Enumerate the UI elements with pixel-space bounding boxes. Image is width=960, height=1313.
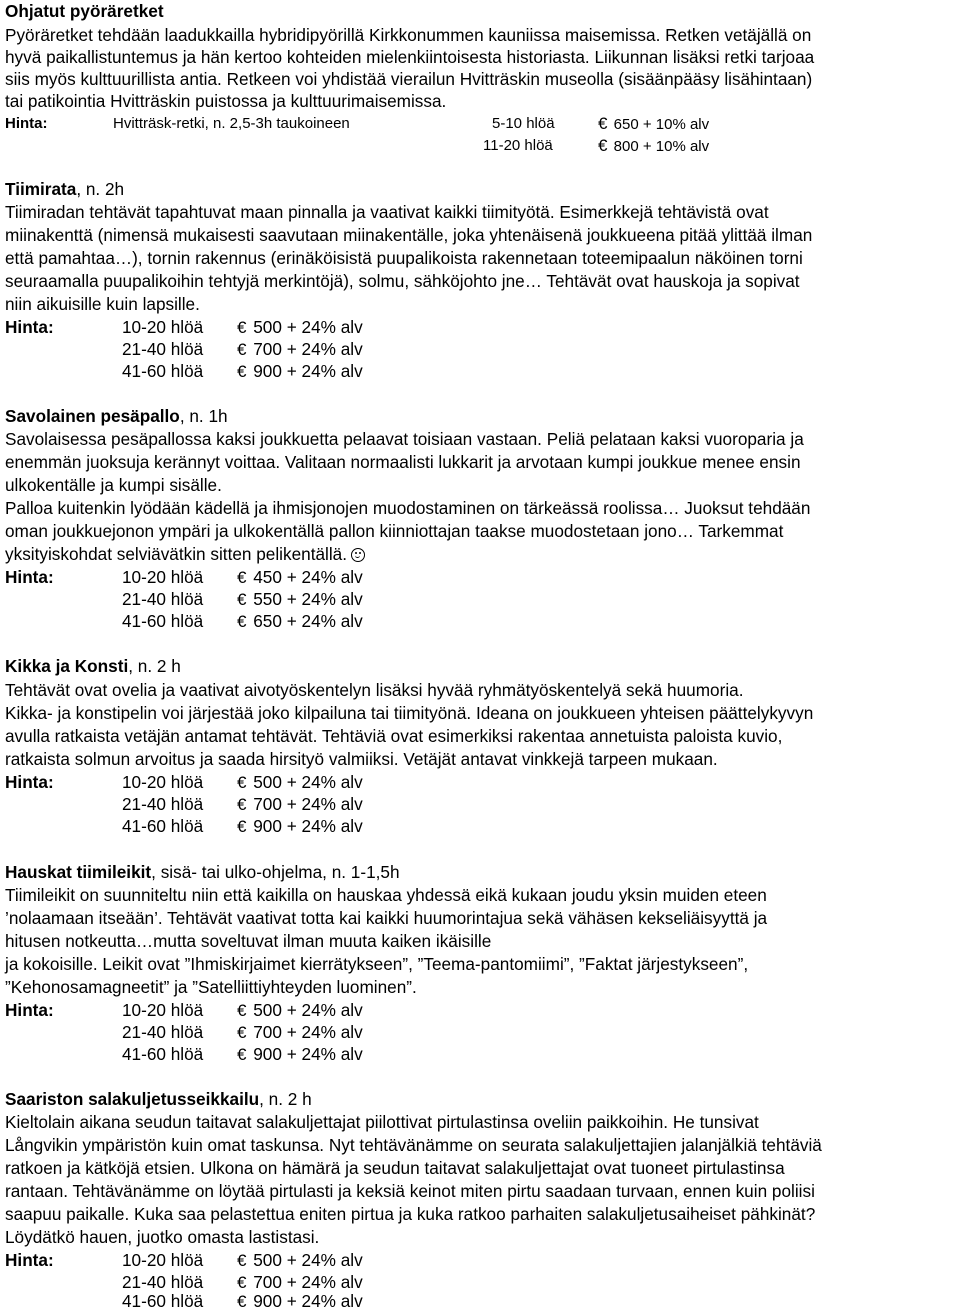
price-group: 21-40 hlöä [122, 589, 204, 609]
body-text: Kieltolain aikana seudun taitavat salakuljettajat piilottivat pirtulastinsa oveliin paikkoihin. He tunsivat [5, 1112, 759, 1132]
body-text: ja kokoisille. Leikit ovat ”Ihmiskirjaimet kierrätykseen”, ”Teema-pantomiimi”, ”Faktat järjestykseen”, [5, 954, 749, 974]
price-value-row: € 500 + 24% alv [237, 1250, 363, 1270]
body-text: niin aikuisille kuin lapsille. [5, 294, 200, 314]
body-text: ’nolaamaan itseään’. Tehtävät vaativat totta kai kaikki huumorintajua sekä vähäsen kekseliäisyyttä ja [5, 908, 768, 928]
price-group: 41-60 hlöä [122, 361, 204, 381]
price-value-row: € 900 + 24% alv [237, 816, 363, 836]
price-value-row [598, 113, 709, 135]
price-group: 41-60 hlöä [122, 816, 204, 836]
price-group: 41-60 hlöä [122, 611, 204, 631]
body-text: ratkoen ja kätköjä etsien. Ulkona on hämärä ja seudun taitavat salakuljettajat ovat tuoneet pirtulastinsa [5, 1158, 785, 1178]
price-group: 5-10 hlöä [492, 115, 555, 132]
body-text: Pyöräretket tehdään laadukkailla hybridipyörillä Kirkkonummen kauniissa maisemissa. Retken vetäjällä on [5, 25, 812, 45]
price-value-row [598, 135, 709, 157]
body-text: yksityiskohdat selviävätkin sitten pelikentällä. [5, 543, 365, 565]
body-text: Tiimileikit on suunniteltu niin että kaikilla on hauskaa yhdessä eikä kukaan joudu yksin muiden eteen [5, 885, 767, 905]
euro-icon: € [598, 114, 608, 133]
price-description: Hvitträsk-retki, n. 2,5-3h taukoineen [113, 115, 350, 132]
euro-icon: € [237, 1251, 247, 1270]
section-heading: Saariston salakuljetusseikkailu, n. 2 h [5, 1089, 312, 1109]
body-text: rantaan. Tehtävänämme on löytää pirtulasti ja keksiä keinot miten pirtu saadaan turvaan, ennen kuin poliisi [5, 1181, 815, 1201]
body-text: hyvä paikallistuntemus ja hän kertoo kohteiden mielenkiintoisesta historiasta. Liikunnan lisäksi retki tarjoaa [5, 47, 815, 67]
section-heading: Kikka ja Konsti, n. 2 h [5, 656, 181, 676]
euro-icon: € [237, 773, 247, 792]
price-group: 21-40 hlöä [122, 1022, 204, 1042]
euro-icon: € [237, 362, 247, 381]
price-group: 21-40 hlöä [122, 339, 204, 359]
body-text: seuraamalla puupalikoihin tehtyjä merkintöjä), solmu, sähköjohto jne… Tehtävät ovat hauskoja ja sopivat [5, 271, 800, 291]
section-heading: Tiimirata, n. 2h [5, 179, 125, 199]
price-value-row: € 500 + 24% alv [237, 317, 363, 337]
euro-icon: € [237, 1273, 247, 1292]
price-value-row: € 700 + 24% alv [237, 794, 363, 814]
section-heading: Ohjatut pyöräretket [5, 1, 164, 21]
euro-icon: € [237, 1001, 247, 1020]
euro-icon: € [237, 795, 247, 814]
euro-icon: € [237, 318, 247, 337]
section-heading: Hauskat tiimileikit, sisä- tai ulko-ohjelma, n. 1-1,5h [5, 862, 400, 882]
body-text: Tiimiradan tehtävät tapahtuvat maan pinnalla ja vaativat kaikki tiimityötä. Esimerkkejä tehtävistä ovat [5, 202, 769, 222]
price-value: 650 + 10% alv [613, 116, 710, 133]
body-text: Savolaisessa pesäpallossa kaksi joukkuetta pelaavat toisiaan vastaan. Peliä pelataan kaksi vuoroparia ja [5, 429, 804, 449]
body-text: että pamahtaa…), tornin rakennus (erinäköisistä puupalikoista rakennetaan toteemipaalun näköinen torni [5, 248, 803, 268]
price-label: Hinta: [5, 567, 54, 587]
body-text: oman joukkuejonon ympäri ja ulkokentällä pallon kiinniottajan taakse muodostetaan jono… Tarkemmat [5, 521, 784, 541]
body-text: ”Kehonosamagneetit” ja ”Satelliittiyhteyden luominen”. [5, 977, 417, 997]
price-group: 41-60 hlöä [122, 1291, 204, 1311]
price-value-row: € 700 + 24% alv [237, 339, 363, 359]
body-text: ratkaista solmun arvoitus ja saada hirsityö valmiiksi. Vetäjät antavat vinkkejä tarpeen mukaan. [5, 749, 718, 769]
price-group: 21-40 hlöä [122, 794, 204, 814]
body-text: Långvikin ympäristön kuin omat taskunsa. Nyt tehtävänämme on seurata salakuljettajien jalanjälkiä tehtäviä [5, 1135, 822, 1155]
body-text: Löydätkö hauen, juotko omasta lastistasi. [5, 1227, 320, 1247]
price-group: 11-20 hlöä [483, 137, 553, 154]
price-group: 10-20 hlöä [122, 567, 204, 587]
euro-icon: € [598, 136, 608, 155]
euro-icon: € [237, 1045, 247, 1064]
price-label: Hinta: [5, 1250, 54, 1270]
price-label: Hinta: [5, 115, 48, 132]
body-text: siis myös kulttuurillista antia. Retkeen voi yhdistää vierailun Hvitträskin museolla (sisäänpääsy lisähintaan) [5, 69, 813, 89]
price-value-row: € 900 + 24% alv [237, 1044, 363, 1064]
price-label: Hinta: [5, 1000, 54, 1020]
body-text: miinakenttä (nimensä mukaisesti saavutaan miinakentälle, joka yhtenäisenä joukkueena pitää ylittää ilman [5, 225, 813, 245]
body-text: tai patikointia Hvitträskin puistossa ja kulttuurimaisemissa. [5, 91, 447, 111]
price-group: 10-20 hlöä [122, 772, 204, 792]
price-label: Hinta: [5, 772, 54, 792]
euro-icon: € [237, 590, 247, 609]
body-text: hitusen notkeutta…mutta soveltuvat ilman muuta kaiken ikäisille [5, 931, 492, 951]
body-text: Tehtävät ovat ovelia ja vaativat aivotyöskentelyn lisäksi hyvää ryhmätyöskentelyä sekä huumoria. [5, 680, 744, 700]
euro-icon: € [237, 1292, 247, 1311]
body-text: ulkokentälle ja kumpi sisälle. [5, 475, 222, 495]
smiley-icon [351, 548, 365, 562]
euro-icon: € [237, 340, 247, 359]
price-value: 800 + 10% alv [613, 138, 710, 155]
price-group: 10-20 hlöä [122, 1250, 204, 1270]
price-value-row: € 900 + 24% alv [237, 361, 363, 381]
euro-icon: € [237, 568, 247, 587]
price-value-row: € 900 + 24% alv [237, 1291, 363, 1311]
euro-icon: € [237, 1023, 247, 1042]
price-group: 10-20 hlöä [122, 1000, 204, 1020]
price-value-row: € 550 + 24% alv [237, 589, 363, 609]
price-group: 41-60 hlöä [122, 1044, 204, 1064]
price-value-row: € 700 + 24% alv [237, 1272, 363, 1292]
price-value-row: € 450 + 24% alv [237, 567, 363, 587]
price-label: Hinta: [5, 317, 54, 337]
price-value-row: € 500 + 24% alv [237, 1000, 363, 1020]
body-text: Palloa kuitenkin lyödään kädellä ja ihmisjonojen muodostaminen on tärkeässä roolissa… Juoksut tehdään [5, 498, 811, 518]
body-text: saapuu paikalle. Kuka saa pelastettua eniten pirtua ja kuka ratkoo parhaiten salakuljetusaiheiset pähkinät? [5, 1204, 816, 1224]
body-text: enemmän juoksuja kerännyt voittaa. Valitaan normaalisti lukkarit ja arvotaan kumpi joukkue menee ensin [5, 452, 801, 472]
price-value-row: € 500 + 24% alv [237, 772, 363, 792]
price-group: 21-40 hlöä [122, 1272, 204, 1292]
euro-icon: € [237, 612, 247, 631]
body-text: avulla ratkaista vetäjän antamat tehtävät. Tehtäviä ovat esimerkiksi rakentaa annetuista paloista kuvio, [5, 726, 783, 746]
section-heading: Savolainen pesäpallo, n. 1h [5, 406, 228, 426]
price-group: 10-20 hlöä [122, 317, 204, 337]
price-value-row: € 700 + 24% alv [237, 1022, 363, 1042]
body-text: Kikka- ja konstipelin voi järjestää joko kilpailuna tai tiimityönä. Ideana on joukkueen yhteisen päättelykyvyn [5, 703, 814, 723]
euro-icon: € [237, 817, 247, 836]
price-value-row: € 650 + 24% alv [237, 611, 363, 631]
